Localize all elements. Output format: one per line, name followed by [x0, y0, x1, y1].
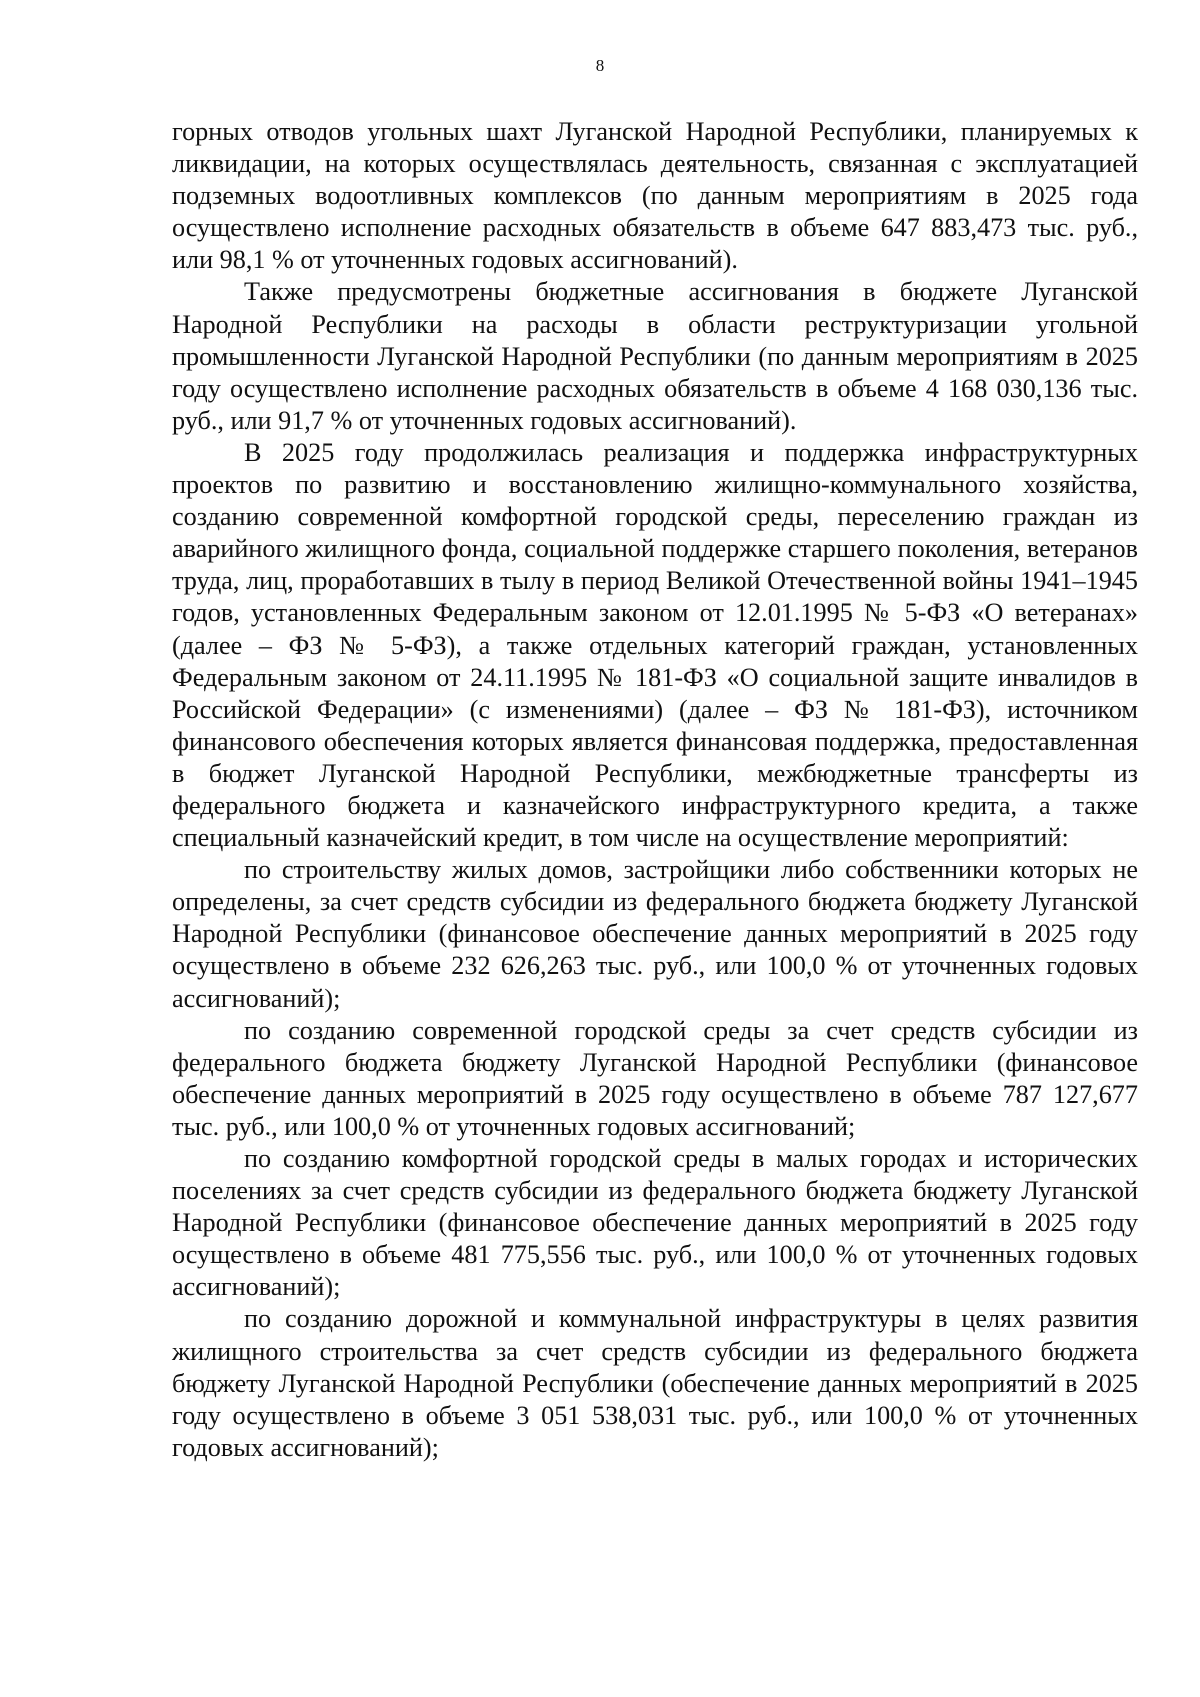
paragraph-infrastructure-projects: В 2025 году продолжилась реализация и поддержка инфраструктурных проектов по развитию и восстановлению жилищно-коммунального хозяйства, созданию современной комфортной городской среды, переселению граждан из аварийного жилищного фонда, социальной поддержке старшего поколения, ветеранов труда, лиц, проработавших в тылу в период Великой Отечественной войны 1941–1945 годов, установленных Федеральным законом от 12.01.1995 № 5-ФЗ «О ветеранах» (далее – ФЗ № 5-ФЗ), а также отдельных категорий граждан, установленных Федеральным законом от 24.11.1995 № 181-ФЗ «О социальной защите инвалидов в Российской Федерации» (с изменениями) (далее – ФЗ № 181-ФЗ), источником финансового обеспечения которых является финансовая поддержка, предоставленная в бюджет Луганской Народной Республики, межбюджетные трансферты из федерального бюджета и казначейского инфраструктурного кредита, а также специальный казначейский кредит, в том числе на осуществление мероприятий:: [172, 437, 1138, 853]
page-number: 8: [595, 56, 605, 75]
paragraph-urban-environment: по созданию современной городской среды за счет средств субсидии из федерального бюджета бюджету Луганской Народной Республики (финансовое обеспечение данных мероприятий в 2025 году осуществлено в объеме 787 127,677 тыс. руб., или 100,0 % от уточненных годовых ассигнований;: [172, 1015, 1138, 1141]
paragraph-coal-restructuring: Также предусмотрены бюджетные ассигнования в бюджете Луганской Народной Республики на расходы в области реструктуризации угольной промышленности Луганской Народной Республики (по данным мероприятиям в 2025 году осуществлено исполнение расходных обязательств в объеме 4 168 030,136 тыс. руб., или 91,7 % от уточненных годовых ассигнований).: [172, 277, 1138, 435]
paragraph-small-towns: по созданию комфортной городской среды в малых городах и исторических поселениях за счет средств субсидии из федерального бюджета бюджету Луганской Народной Республики (финансовое обеспечение данных мероприятий в 2025 году осуществлено в объеме 481 775,556 тыс. руб., или 100,0 % от уточненных годовых ассигнований);: [172, 1144, 1138, 1302]
paragraph-continuation: горных отводов угольных шахт Луганской Народной Республики, планируемых к ликвидации, на которых осуществлялась деятельность, связанная с эксплуатацией подземных водоотливных комплексов (по данным мероприятиям в 2025 года осуществлено исполнение расходных обязательств в объеме 647 883,473 тыс. руб., или 98,1 % от уточненных годовых ассигнований).: [172, 117, 1138, 275]
paragraph-road-infrastructure: по созданию дорожной и коммунальной инфраструктуры в целях развития жилищного строительства за счет средств субсидии из федерального бюджета бюджету Луганской Народной Республики (обеспечение данных мероприятий в 2025 году осуществлено в объеме 3 051 538,031 тыс. руб., или 100,0 % от уточненных годовых ассигнований);: [172, 1304, 1138, 1462]
document-body: [172, 116, 1138, 1464]
paragraph-housing-construction: по строительству жилых домов, застройщики либо собственники которых не определены, за счет средств субсидии из федерального бюджета бюджету Луганской Народной Республики (финансовое обеспечение данных мероприятий в 2025 году осуществлено в объеме 232 626,263 тыс. руб., или 100,0 % от уточненных годовых ассигнований);: [172, 855, 1138, 1013]
